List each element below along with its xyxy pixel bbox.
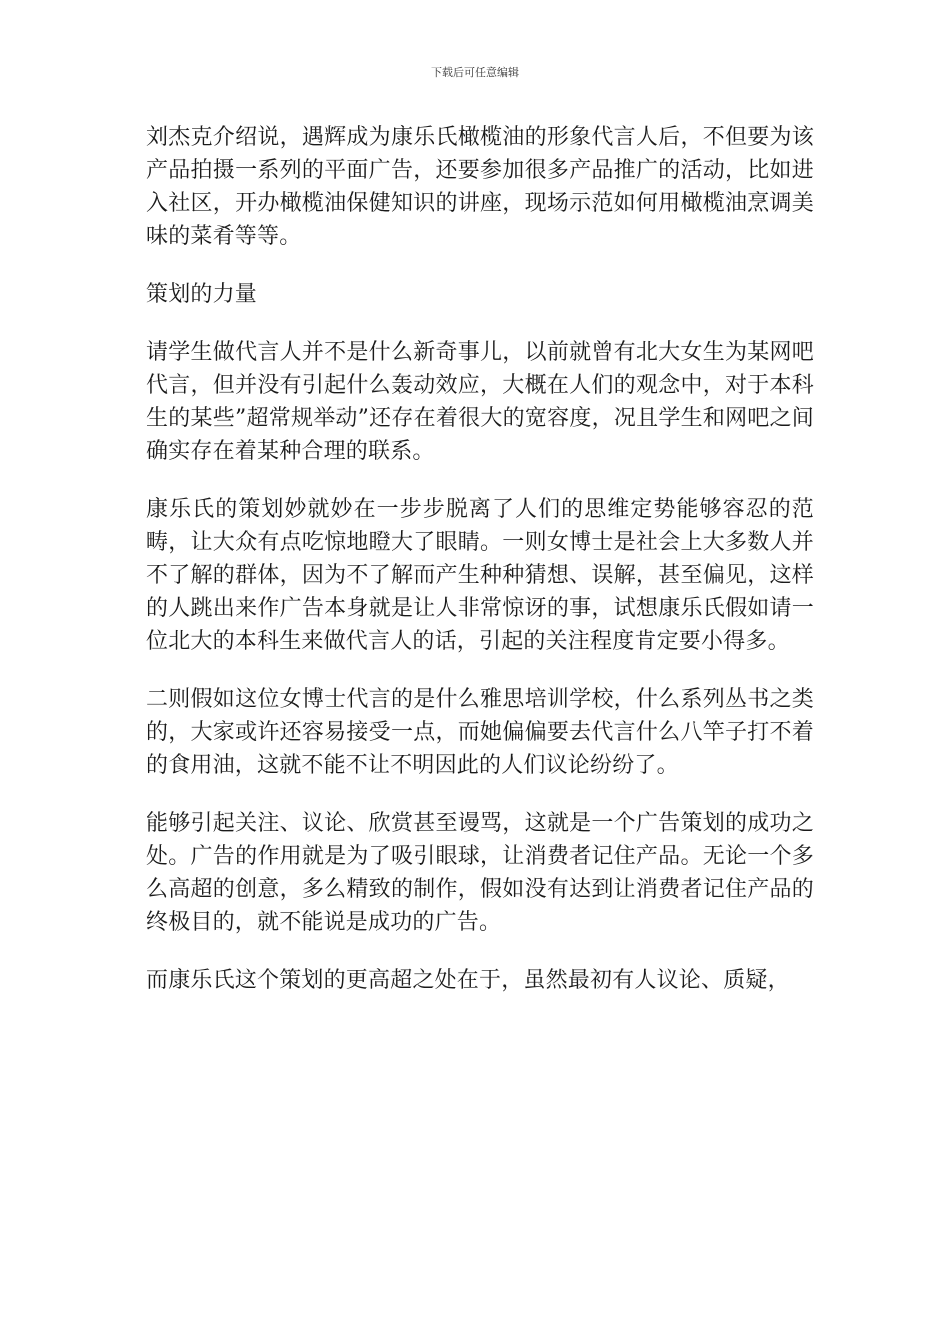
paragraph-student-spokesperson: 请学生做代言人并不是什么新奇事儿，以前就曾有北大女生为某网吧代言，但并没有引起什么轰动效应，大概在人们的观念中，对于本科生的某些”超常规举动”还存在着很大的宽容度，况且学生和网吧之间确实存在着某种合理的联系。: [146, 340, 814, 464]
paragraph-advertising-success: 能够引起关注、议论、欣赏甚至谩骂，这就是一个广告策划的成功之处。广告的作用就是为了吸引眼球，让消费者记住产品。无论一个多么高超的创意，多么精致的制作，假如没有达到让消费者记住产品的终极目的，就不能说是成功的广告。: [146, 811, 814, 935]
paragraph-higher-strategy: 而康乐氏这个策划的更高超之处在于，虽然最初有人议论、质疑，: [146, 968, 790, 993]
page-header-note: 下载后可任意编辑: [431, 66, 519, 79]
paragraph-product-mismatch: 二则假如这位女博士代言的是什么雅思培训学校，什么系列丛书之类的，大家或许还容易接受一点，而她偏偏要去代言什么八竿子打不着的食用油，这就不能不让不明因此的人们议论纷纷了。: [146, 687, 814, 778]
paragraph-planning-strategy: 康乐氏的策划妙就妙在一步步脱离了人们的思维定势能够容忍的范畴，让大众有点吃惊地瞪大了眼睛。一则女博士是社会上大多数人并不了解的群体，因为不了解而产生种种猜想、误解，甚至偏见，这样的人跳出来作广告本身就是让人非常惊讶的事，试想康乐氏假如请一位北大的本科生来做代言人的话，引起的关注程度肯定要小得多。: [146, 497, 814, 654]
document-body: [146, 121, 814, 1022]
section-heading-planning: 策划的力量: [146, 282, 258, 307]
paragraph-spokesperson-intro: 刘杰克介绍说，遇辉成为康乐氏橄榄油的形象代言人后，不但要为该产品拍摄一系列的平面广告，还要参加很多产品推广的活动，比如进入社区，开办橄榄油保健知识的讲座，现场示范如何用橄榄油烹调美味的菜肴等等。: [146, 125, 814, 249]
